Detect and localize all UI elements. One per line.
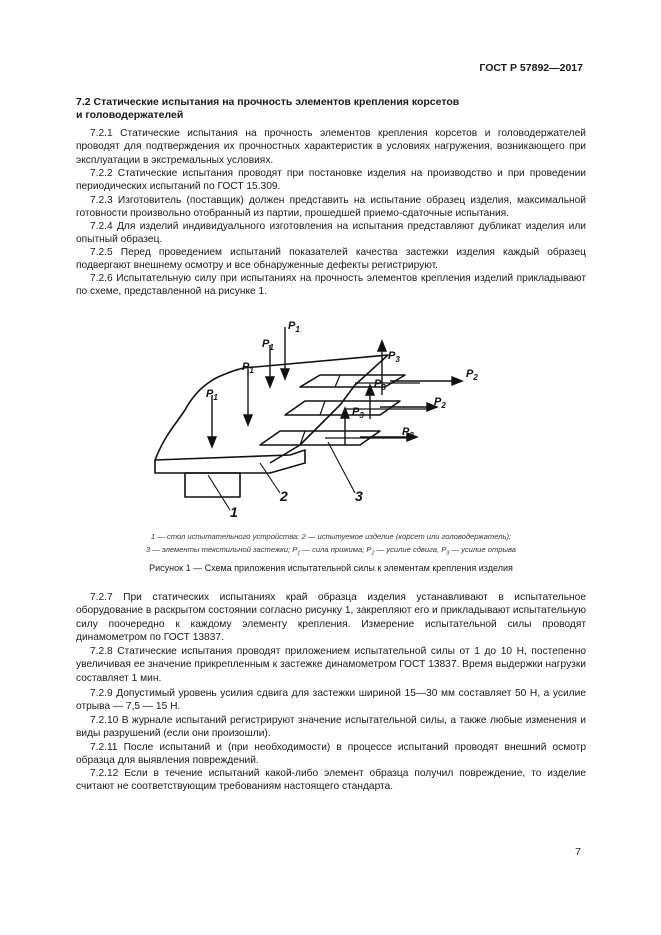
label-p3-b: $P_3$ — [374, 378, 386, 392]
paragraph-7-2-5: 7.2.5 Перед проведением испытаний показателей качества застежки изделия каждый образец подвергают внешнему осмотру и все обнаруженные дефекты регистрируют. — [76, 247, 586, 272]
figure-caption: Рисунок 1 — Схема приложения испытательной силы к элементам крепления изделия — [149, 563, 513, 573]
table-top — [155, 450, 305, 473]
label-p3-c: $P_3$ — [352, 406, 364, 420]
paragraph-7-2-7: 7.2.7 При статических испытаниях край образца изделия устанавливают в испытательное оборудование в раскрытом состоянии согласно рисунку 1, закрепляют его и прикладывают испытательную силу поочередно к каждому элементу крепления. Измерение испытательной силы проводят динамометром по ГОСТ 13837. — [76, 592, 586, 643]
paragraph-7-2-9: 7.2.9 Допустимый уровень усилия сдвига для застежки шириной 15—30 мм составляет 50 Н, а усилие отрыва — 7,5 — 15 Н. — [76, 688, 586, 713]
paragraph-7-2-10: 7.2.10 В журнале испытаний регистрируют значение испытательной силы, а также любые изменения и виды разрушений (если они произошли). — [76, 715, 586, 740]
paragraph-7-2-6: 7.2.6 Испытательную силу при испытаниях на прочность элементов крепления изделий прикладывают по схеме, представленной на рисунке 1. — [76, 273, 586, 298]
label-p2-b: $P_2$ — [434, 396, 446, 410]
document-code: ГОСТ Р 57892—2017 — [479, 62, 583, 74]
fastener-top — [300, 375, 405, 387]
section-title — [76, 96, 586, 121]
figure-legend — [76, 530, 586, 561]
paragraph-7-2-2: 7.2.2 Статические испытания проводят при постановке изделия на производство и при проведении периодических испытаний по ГОСТ 15.309. — [76, 168, 586, 193]
paragraph-7-2-3: 7.2.3 Изготовитель (поставщик) должен представить на испытание образец изделия, максимальной готовности произвольно отобранный из партии, прошедшей приемо-сдаточные испытания. — [76, 195, 586, 220]
label-number-3: 3 — [355, 488, 363, 504]
paragraph-7-2-12: 7.2.12 Если в течение испытаний какой-либо элемент образца получил повреждение, то изделие считают не соответствующим требованиям настоящего стандарта. — [76, 768, 586, 793]
legend-line1: 1 — стол испытательного устройства; 2 — испытуемое изделие (корсет или головодержатель); — [150, 532, 512, 541]
label-number-2: 2 — [280, 488, 288, 504]
paragraph-7-2-1: 7.2.1 Статические испытания на прочность элементов крепления корсетов и головодержателей проводят для подтверждения их прочностных характеристик в условиях нагружения, возникающего при эксплуатации в экстремальных условиях. — [76, 128, 586, 166]
section-title-line2: и головодержателей — [76, 108, 184, 121]
label-p3-a: $P_3$ — [388, 350, 400, 364]
paragraph-7-2-4: 7.2.4 Для изделий индивидуального изготовления на испытания представляют дубликат изделия или опытный образец. — [76, 221, 586, 246]
paragraph-7-2-8: 7.2.8 Статические испытания проводят приложением испытательной силы от 1 до 10 Н, постепенно увеличивая ее значение прикрепленным к застежке динамометром ГОСТ 13837. Время выдержки нагрузки составляет 1 мин. — [76, 646, 586, 684]
label-p1-a: $P_1$ — [288, 320, 300, 334]
table-body — [185, 473, 240, 497]
section-title-line1: 7.2 Статические испытания на прочность элементов крепления корсетов — [76, 96, 460, 108]
label-p2-a: $P_2$ — [466, 368, 478, 382]
figure-test-scheme — [130, 315, 520, 525]
paragraph-7-2-11: 7.2.11 После испытаний и (при необходимости) в процессе испытаний проводят внешний осмотр образца для выявления повреждений. — [76, 742, 586, 767]
label-number-1: 1 — [230, 504, 238, 520]
label-p1-c: $P_1$ — [242, 361, 254, 375]
page-number: 7 — [575, 846, 581, 858]
legend-line2: 3 — элементы текстильной застежки; $P_1$ — сила прижима; $P_2$ — усилие сдвига, $P_3$ — усилие отрыва — [145, 545, 517, 557]
label-p1-b: $P_1$ — [262, 338, 274, 352]
label-p2-c: $P_2$ — [402, 426, 414, 440]
label-p1-d: $P_1$ — [206, 388, 218, 402]
